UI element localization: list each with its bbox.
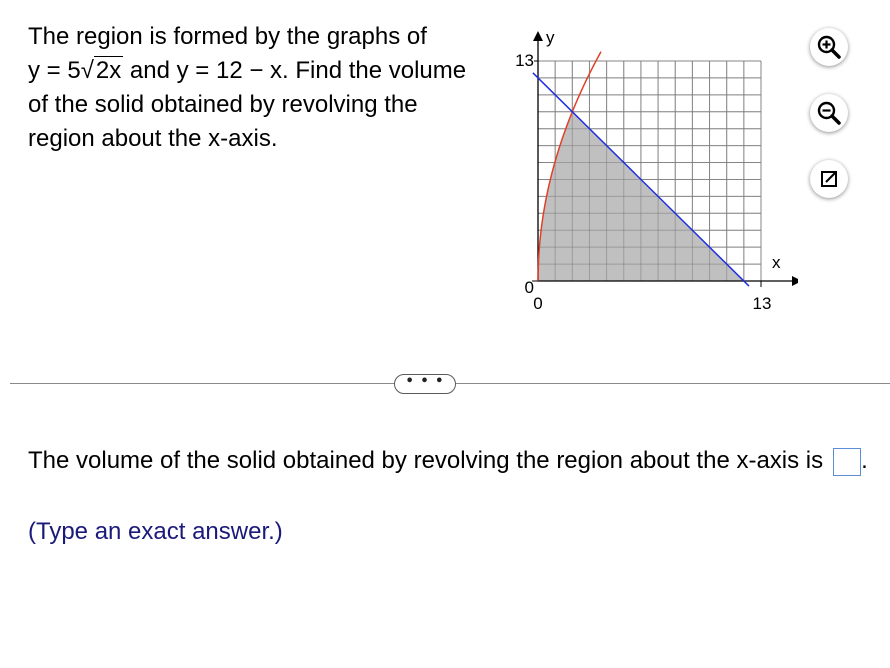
zoom-out-icon [816, 100, 842, 126]
question-line-2 [28, 54, 508, 88]
y-axis-arrow-icon [533, 31, 543, 41]
equation-prefix: y = 5 [28, 57, 81, 84]
x-axis-arrow-icon [792, 276, 798, 286]
x-axis-label: x [772, 253, 781, 272]
x-tick-right: 13 [752, 294, 772, 313]
question-line-1: The region is formed by the graphs of [28, 23, 427, 50]
show-more-button[interactable]: • • • [394, 374, 456, 394]
answer-period: . [861, 447, 868, 474]
y-tick-zero: 0 [524, 278, 534, 297]
x-tick-zero: 0 [533, 294, 543, 313]
zoom-in-icon [816, 34, 842, 60]
equation-suffix: and y = 12 − x. Find the volume [123, 57, 467, 84]
zoom-out-button[interactable] [810, 94, 848, 132]
zoom-in-button[interactable] [810, 28, 848, 66]
y-tick-top: 13 [515, 51, 534, 70]
answer-input[interactable] [833, 448, 861, 476]
answer-text: The volume of the solid obtained by revolving the region about the x-axis is [28, 447, 824, 474]
answer-prompt [28, 444, 878, 478]
sqrt-expression [81, 54, 124, 88]
question-line-4: region about the x-axis. [28, 125, 278, 152]
open-in-new-window-icon [818, 168, 840, 190]
question-text [28, 20, 508, 156]
sqrt-icon: √ [80, 57, 94, 84]
region-graph [498, 25, 798, 325]
answer-hint: (Type an exact answer.) [28, 518, 283, 545]
popout-button[interactable] [810, 160, 848, 198]
equation-radicand: 2x [95, 57, 122, 84]
question-line-3: of the solid obtained by revolving the [28, 91, 418, 118]
y-axis-label: y [546, 28, 555, 47]
